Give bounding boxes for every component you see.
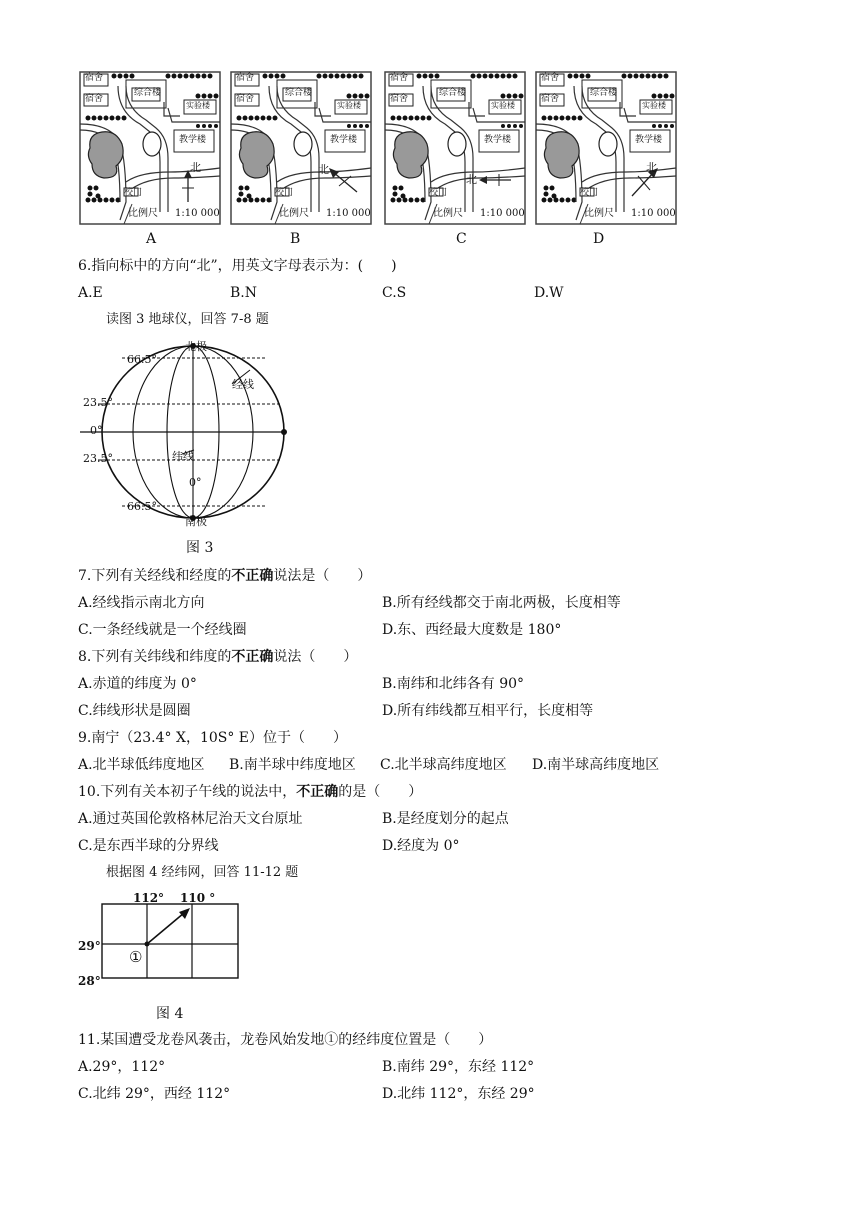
question-8-option-c: C.纬线形状是圆圈 [78,703,191,719]
question-6-stem: 6.指向标中的方向“北”，用英文字母表示为：( ) [78,258,397,274]
globe-parallel-label: 纬线 [172,450,194,463]
map-b-building-left2: 宿舍 [236,94,255,104]
question-6-option-d: D.W [534,285,564,301]
map-c-building-left2: 宿舍 [390,94,409,104]
question-6-option-b: B.N [230,285,257,301]
map-label-c: C [456,231,467,247]
map-a-building-right: 实验楼 [186,101,210,110]
map-a-building-left1: 宿舍 [85,73,104,83]
map-b-building-left1: 宿舍 [236,73,255,83]
map-c-building-complex: 综合楼 [439,88,467,98]
question-6-option-a: A.E [78,285,103,301]
globe-meridian-label: 经线 [232,378,254,391]
map-a-building-complex: 综合楼 [134,88,162,98]
globe-lat-0: 0° [90,424,103,437]
question-11-option-a: A.29°，112° [78,1059,166,1075]
map-c-scale-value: 1:10 000 [480,208,525,219]
map-b-north: 北 [318,163,329,176]
question-8-option-d: D.所有纬线都互相平行，长度相等 [382,703,594,719]
question-9-option-a: A.北半球低纬度地区 [78,757,205,773]
figure-4-caption: 图 4 [156,1006,184,1022]
map-b-building-teach: 教学楼 [330,135,358,145]
globe-south-pole-label: 南极 [185,515,207,528]
map-d-gate: 校门 [580,188,599,198]
map-d-building-left2: 宿舍 [541,94,560,104]
map-d-building-right: 实验楼 [642,101,666,110]
map-a-gate: 校门 [124,188,143,198]
map-a-scale-value: 1:10 000 [175,208,220,219]
question-7-stem: 7.下列有关经线和经度的不正确说法是（ ） [78,568,372,584]
question-11-option-c: C.北纬 29°，西经 112° [78,1086,231,1102]
map-c-gate: 校门 [429,188,448,198]
map-c-building-right: 实验楼 [491,101,515,110]
grid-lat-28: 28° [78,974,101,988]
question-6-option-c: C.S [382,285,407,301]
figure-3-caption: 图 3 [186,540,214,556]
map-c-building-teach: 教学楼 [484,135,512,145]
question-7-option-c: C.一条经线就是一个经线圈 [78,622,247,638]
map-d-scale-value: 1:10 000 [631,208,676,219]
question-10-stem: 10.下列有关本初子午线的说法中，不正确的是（ ） [78,784,423,800]
grid-lon-112: 112° [133,891,165,905]
question-11-option-b: B.南纬 29°，东经 112° [382,1059,535,1075]
map-c-scale-label: 比例尺 [433,208,463,219]
grid-lon-110: 110 ° [180,891,216,905]
question-8-option-b: B.南纬和北纬各有 90° [382,676,525,692]
map-label-a: A [146,231,157,247]
map-b-scale-label: 比例尺 [279,208,309,219]
question-8-stem: 8.下列有关纬线和纬度的不正确说法（ ） [78,649,358,665]
globe-lat-235-bottom: 23.5° [83,452,113,465]
map-a-scale-label: 比例尺 [128,208,158,219]
question-8-option-a: A.赤道的纬度为 0° [78,676,197,692]
map-d-building-complex: 综合楼 [590,88,618,98]
question-7-option-d: D.东、西经最大度数是 180° [382,622,562,638]
read-figure-4-instruction: 根据图 4 经纬网，回答 11-12 题 [106,865,299,880]
question-11-stem: 11.某国遭受龙卷风袭击，龙卷风始发地①的经纬度位置是（ ） [78,1032,493,1048]
map-b-scale-value: 1:10 000 [326,208,371,219]
grid-lat-29: 29° [78,939,101,953]
map-c-building-left1: 宿舍 [390,73,409,83]
question-10-option-b: B.是经度划分的起点 [382,811,509,827]
question-11-option-d: D.北纬 112°，东经 29° [382,1086,535,1102]
map-a-north: 北 [190,161,201,174]
question-10-option-d: D.经度为 0° [382,838,460,854]
globe-lon-0: 0° [189,476,202,489]
map-b-building-right: 实验楼 [337,101,361,110]
question-9-option-b: B.南半球中纬度地区 [229,757,356,773]
question-9-stem: 9.南宁（23.4° X，10S° E）位于（ ） [78,730,348,746]
map-a-building-teach: 教学楼 [179,135,207,145]
map-b-gate: 校门 [275,188,294,198]
map-d-scale-label: 比例尺 [584,208,614,219]
map-c-north: 北 [466,173,477,186]
map-b-building-complex: 综合楼 [285,88,313,98]
map-d-building-teach: 教学楼 [635,135,663,145]
question-9-option-d: D.南半球高纬度地区 [532,757,660,773]
map-d-building-left1: 宿舍 [541,73,560,83]
map-d-north: 北 [646,161,657,174]
question-10-option-a: A.通过英国伦敦格林尼治天文台原址 [78,811,303,827]
question-7-option-a: A.经线指示南北方向 [78,595,205,611]
globe-north-pole-label: 北极 [185,340,207,353]
question-7-option-b: B.所有经线都交于南北两极，长度相等 [382,595,621,611]
globe-figure [80,336,300,528]
globe-lat-235-top: 23.5° [83,396,113,409]
question-10-option-c: C.是东西半球的分界线 [78,838,219,854]
grid-point-marker: ① [129,948,143,966]
globe-lat-665-bottom: 66.5° [127,500,157,513]
globe-lat-665-top: 66.5° [127,353,157,366]
map-label-d: D [593,231,605,247]
question-9-option-c: C.北半球高纬度地区 [380,757,507,773]
map-a-building-left2: 宿舍 [85,94,104,104]
map-label-b: B [290,231,301,247]
read-figure-3-instruction: 读图 3 地球仪，回答 7-8 题 [106,312,269,327]
